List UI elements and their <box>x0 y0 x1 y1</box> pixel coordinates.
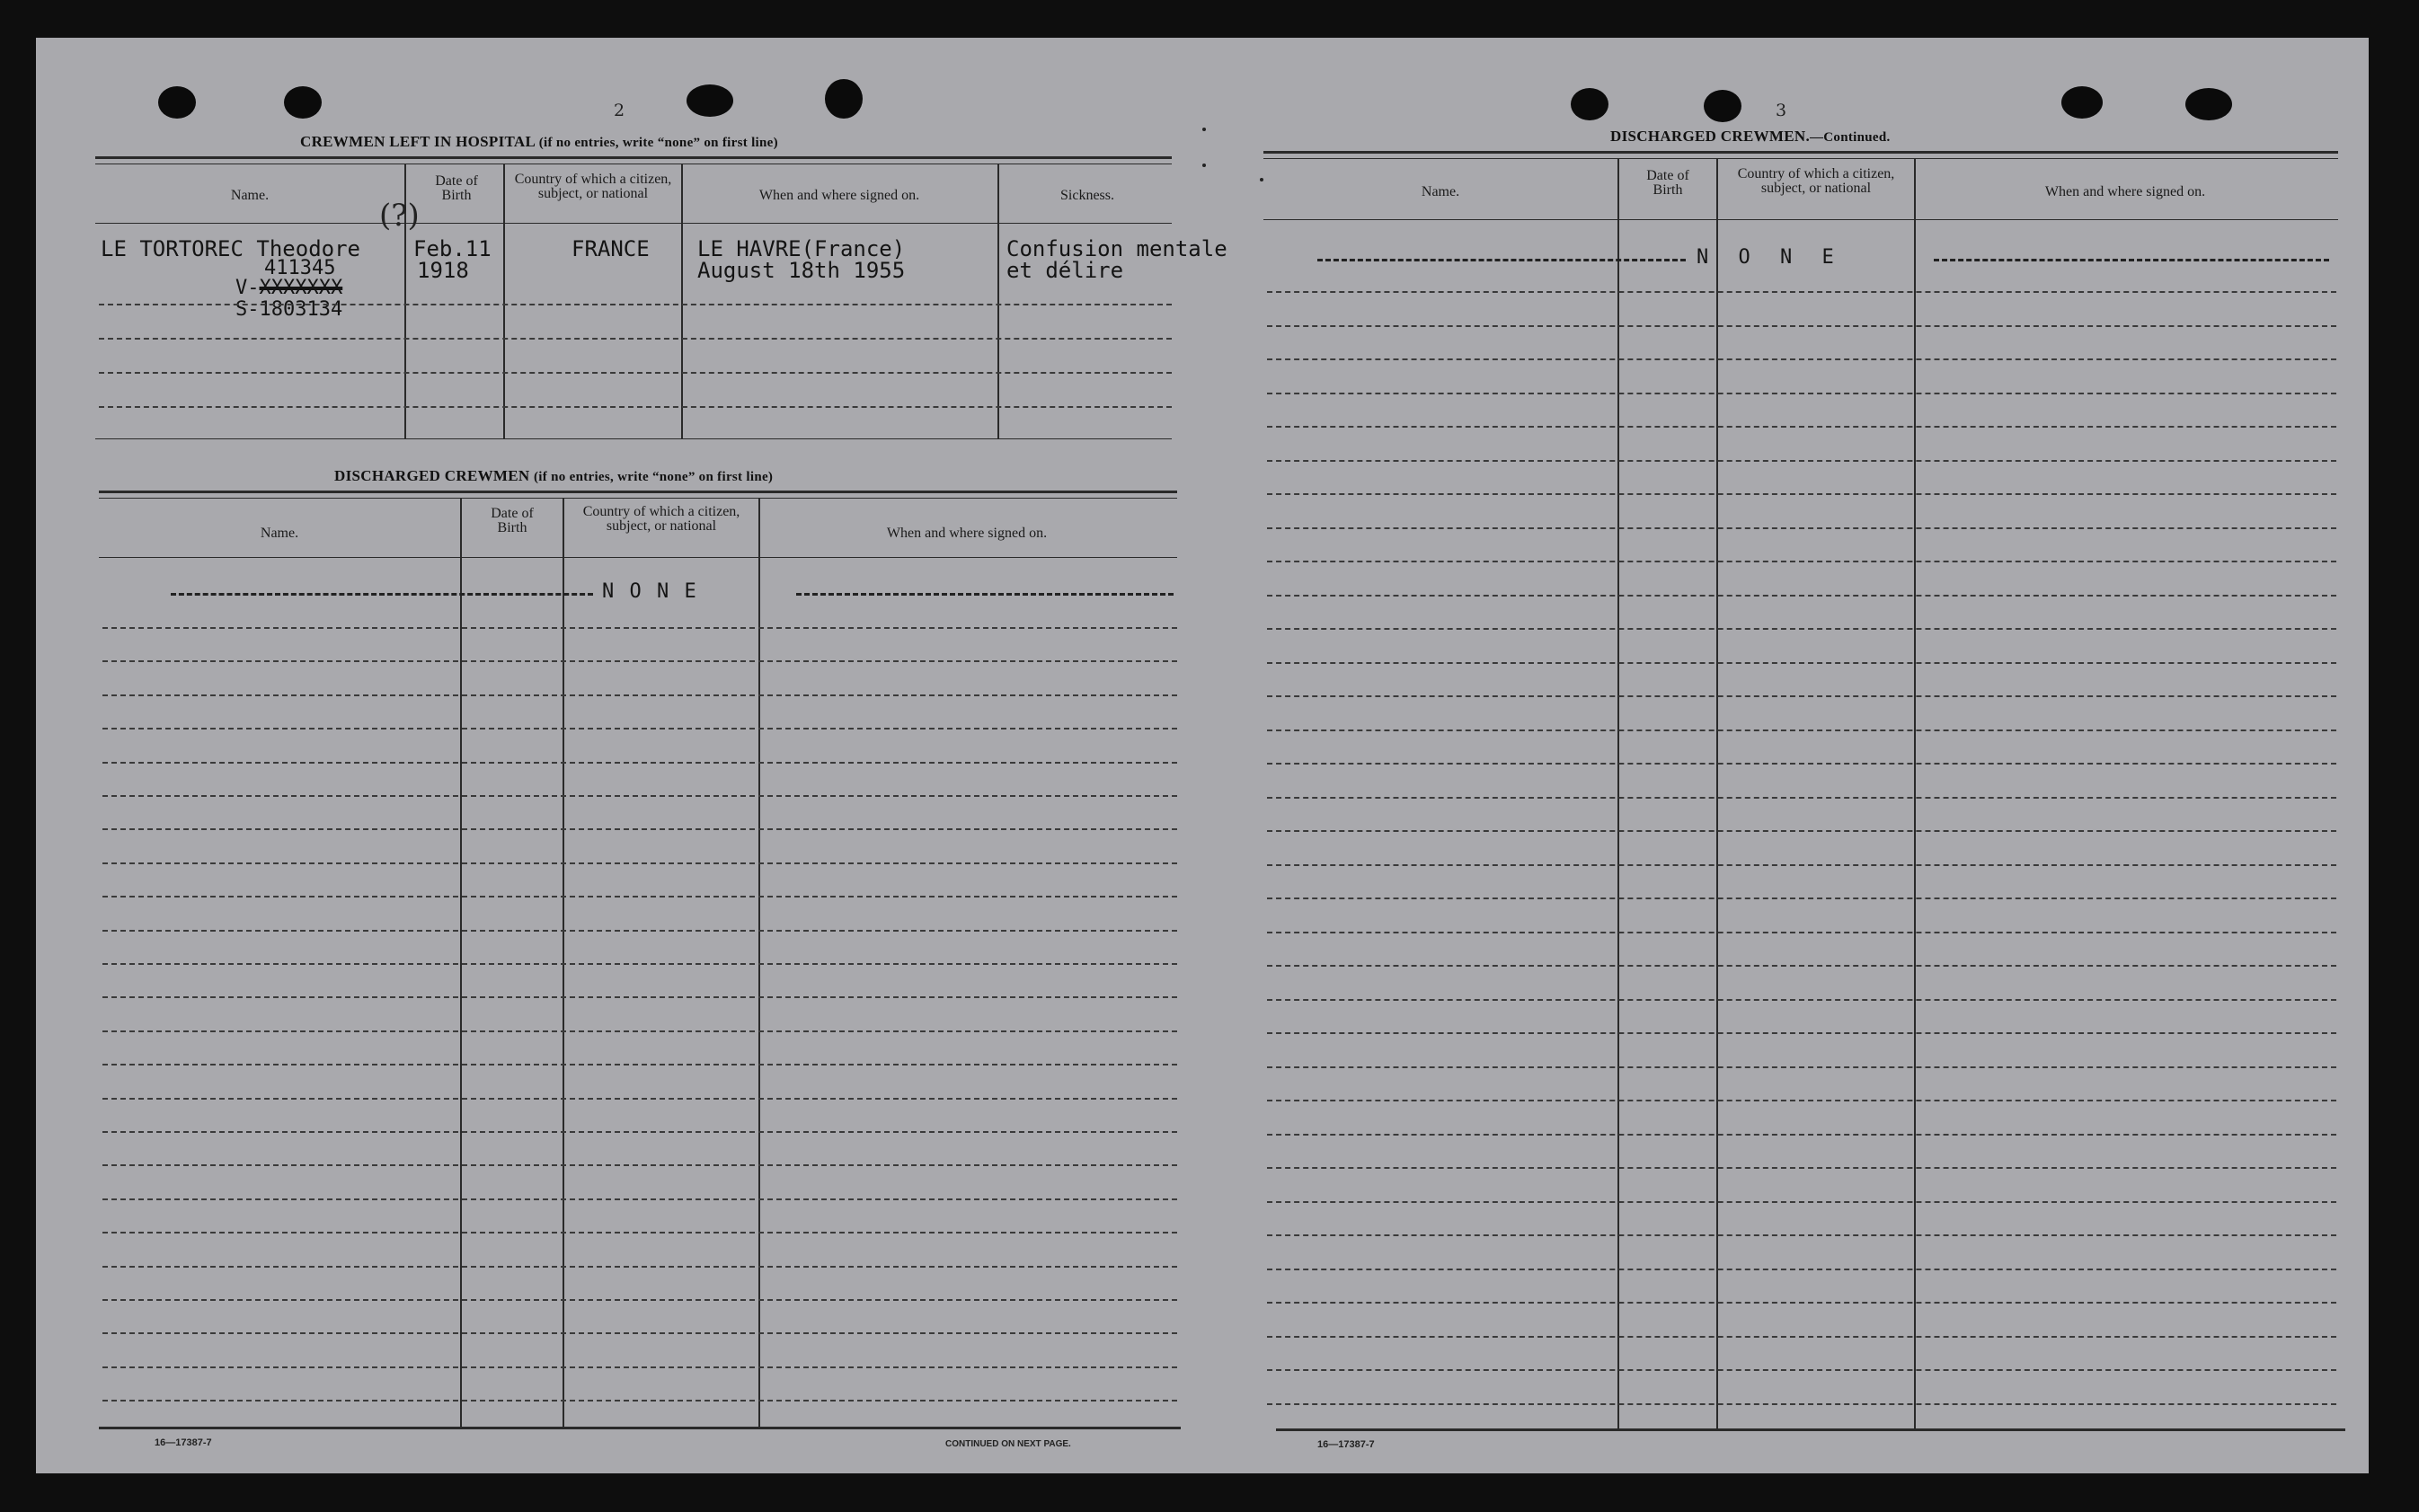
blank-row-line <box>102 1232 1177 1233</box>
discharged-section-title: DISCHARGED CREWMEN (if no entries, write “none” on first line) <box>334 467 774 484</box>
center-fold <box>1202 119 1205 199</box>
blank-row-line <box>102 762 1177 764</box>
blank-row-line <box>102 1098 1177 1100</box>
blank-row-line <box>1267 932 2336 933</box>
blank-row-line <box>102 1198 1177 1200</box>
punch-hole <box>687 84 733 117</box>
blank-row-line <box>102 728 1177 729</box>
blank-row-line <box>1267 460 2336 462</box>
blank-row-line <box>1267 426 2336 428</box>
blank-row-line <box>1267 325 2336 327</box>
hospital-top-rule <box>95 156 1172 159</box>
blank-row-line <box>1267 358 2336 360</box>
punch-hole <box>1571 88 1608 120</box>
blank-row-line <box>1267 830 2336 832</box>
blank-row-line <box>1267 1369 2336 1371</box>
blank-row-line <box>1267 1066 2336 1068</box>
crewman-signed-line1: LE HAVRE(France) <box>697 236 906 261</box>
blank-row-line <box>102 694 1177 696</box>
blank-row-line <box>1267 662 2336 664</box>
right-header-name: Name. <box>1421 184 1460 199</box>
punch-hole <box>284 86 322 119</box>
punch-hole <box>825 79 863 119</box>
form-number-right: 16—17387-7 <box>1317 1439 1375 1450</box>
blank-row-line <box>102 795 1177 797</box>
blank-row-line <box>1267 561 2336 562</box>
crewman-signed-line2: August 18th 1955 <box>697 258 906 283</box>
blank-row-line <box>1267 527 2336 529</box>
crewman-id-1: 411345 <box>264 257 336 279</box>
blank-row-line <box>102 1064 1177 1065</box>
blank-row-line <box>102 930 1177 932</box>
blank-row-line <box>1267 628 2336 630</box>
discharged-header-dob: Date of Birth <box>491 506 534 535</box>
blank-row-line <box>1267 595 2336 597</box>
punch-hole <box>2185 88 2232 120</box>
blank-row-line <box>102 828 1177 830</box>
blank-row-line <box>1267 897 2336 899</box>
blank-row-line <box>102 1030 1177 1032</box>
blank-row-line <box>1267 1403 2336 1405</box>
blank-row-line <box>102 963 1177 965</box>
punch-hole <box>1704 90 1741 122</box>
blank-row-line <box>1267 965 2336 967</box>
continued-note: CONTINUED ON NEXT PAGE. <box>945 1439 1071 1449</box>
crewman-id-3: S-1803134 <box>235 298 343 321</box>
blank-row-line <box>102 1131 1177 1133</box>
blank-row-line <box>1267 493 2336 495</box>
blank-row-line <box>1267 1100 2336 1101</box>
hospital-header-signed: When and where signed on. <box>758 188 920 203</box>
discharged-header-country: Country of which a citizen, subject, or national <box>582 504 740 534</box>
crewman-sickness-line1: Confusion mentale <box>1006 236 1227 261</box>
blank-row-line <box>1267 1269 2336 1270</box>
document-page <box>36 38 2369 1473</box>
blank-row-line <box>1267 291 2336 293</box>
blank-row-line <box>1267 797 2336 799</box>
hospital-header-country: Country of which a citizen, subject, or national <box>514 172 672 201</box>
discharged-continued-title: DISCHARGED CREWMEN.—Continued. <box>1610 128 1891 145</box>
blank-row-line <box>1267 864 2336 866</box>
blank-row-line <box>102 1400 1177 1401</box>
page-number-left: 2 <box>614 101 625 120</box>
blank-row-line <box>1267 1201 2336 1203</box>
crewman-sickness-line2: et délire <box>1006 258 1124 283</box>
hospital-header-dob: Date of Birth <box>435 173 478 203</box>
blank-row-line <box>102 627 1177 629</box>
blank-row-line <box>102 1299 1177 1301</box>
blank-row-line <box>1267 1234 2336 1236</box>
blank-row-line <box>102 896 1177 897</box>
right-header-country: Country of which a citizen, subject, or national <box>1737 166 1895 196</box>
blank-row-line <box>1267 393 2336 394</box>
right-header-signed: When and where signed on. <box>2044 184 2206 199</box>
blank-row-line <box>102 1164 1177 1166</box>
form-number-left: 16—17387-7 <box>155 1437 212 1448</box>
page-number-right: 3 <box>1776 101 1787 120</box>
hospital-section-title: CREWMEN LEFT IN HOSPITAL (if no entries, write “none” on first line) <box>300 133 778 150</box>
discharged-header-signed: When and where signed on. <box>886 526 1048 541</box>
blank-row-line <box>1267 1134 2336 1136</box>
blank-row-line <box>1267 1336 2336 1338</box>
right-none-entry: N O N E <box>1697 246 1843 269</box>
blank-row-line <box>102 1266 1177 1268</box>
hospital-header-name: Name. <box>230 188 270 203</box>
blank-row-line <box>1267 695 2336 697</box>
hospital-header-sickness: Sickness. <box>1060 188 1114 203</box>
blank-row-line <box>1267 1032 2336 1034</box>
blank-row-line <box>99 406 1172 408</box>
crewman-dob-line2: 1918 <box>417 258 469 283</box>
blank-row-line <box>1267 763 2336 765</box>
crewman-name: LE TORTOREC Theodore <box>101 236 360 261</box>
blank-row-line <box>102 1332 1177 1334</box>
blank-row-line <box>1267 1167 2336 1169</box>
crewman-country: FRANCE <box>572 236 650 261</box>
blank-row-line <box>99 372 1172 374</box>
discharged-none-entry: N O N E <box>602 580 698 603</box>
discharged-header-name: Name. <box>260 526 299 541</box>
blank-row-line <box>1267 999 2336 1001</box>
margin-mark: (?) <box>379 198 420 234</box>
crewman-id-2: V-XXXXXXX <box>235 277 343 299</box>
crewman-dob-line1: Feb.11 <box>413 236 492 261</box>
blank-row-line <box>1267 729 2336 731</box>
blank-row-line <box>102 862 1177 864</box>
right-header-dob: Date of Birth <box>1646 168 1689 198</box>
blank-row-line <box>102 660 1177 662</box>
blank-row-line <box>1267 1302 2336 1304</box>
blank-row-line <box>102 1366 1177 1368</box>
blank-row-line <box>99 338 1172 340</box>
blank-row-line <box>102 996 1177 998</box>
punch-hole <box>158 86 196 119</box>
punch-hole <box>2061 86 2103 119</box>
blank-row-line <box>99 304 1172 305</box>
